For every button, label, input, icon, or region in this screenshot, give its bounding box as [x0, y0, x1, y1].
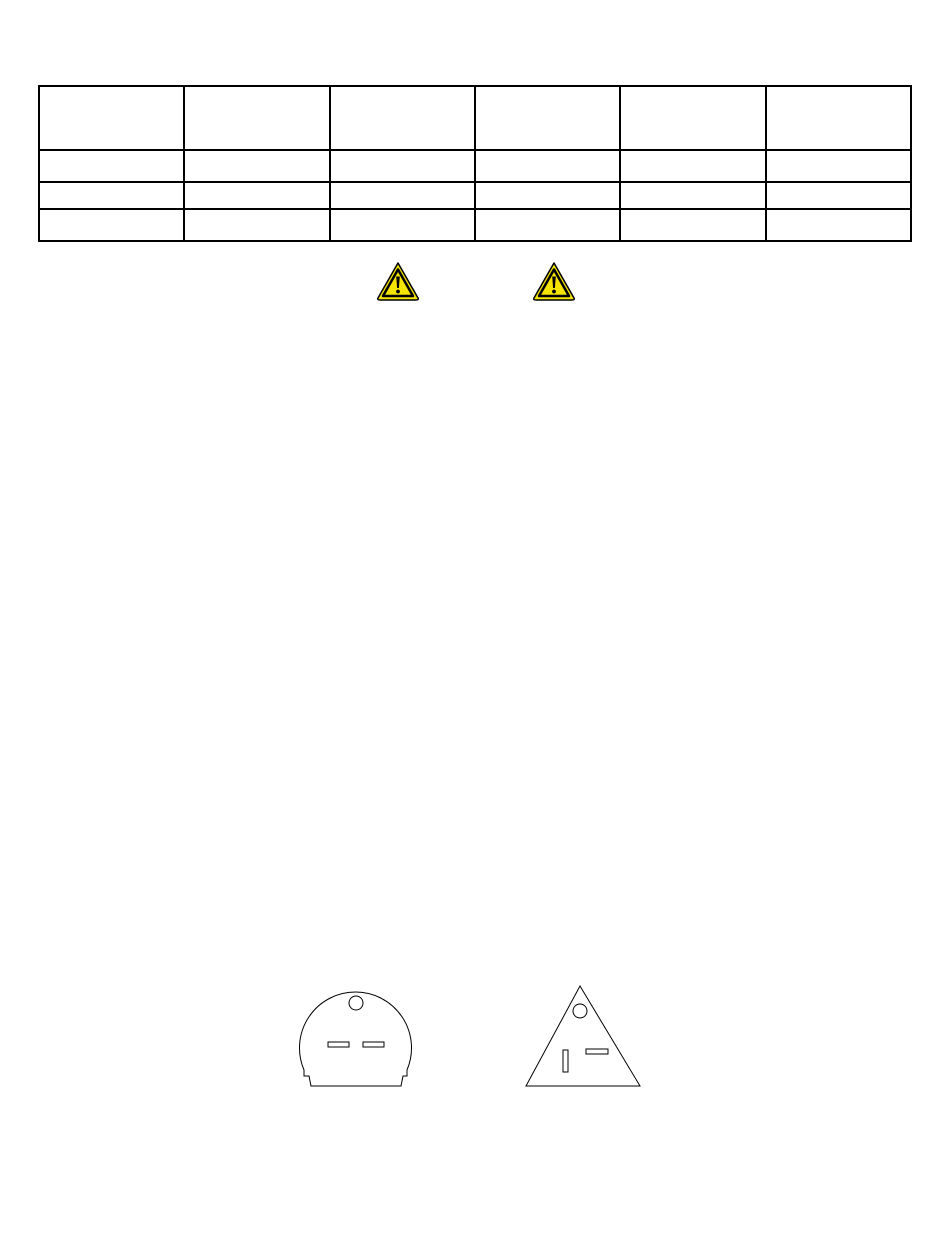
table-cell — [766, 150, 911, 182]
table-cell — [330, 150, 475, 182]
header-cell — [620, 86, 765, 150]
table-cell — [330, 209, 475, 241]
table-cell — [620, 150, 765, 182]
round-outlet-icon — [296, 983, 416, 1091]
header-cell — [330, 86, 475, 150]
table-row — [39, 209, 911, 241]
table-cell — [330, 182, 475, 209]
spec-table — [38, 85, 912, 242]
table-cell — [475, 182, 620, 209]
header-cell — [475, 86, 620, 150]
table-cell — [39, 150, 184, 182]
warning-triangle-icon — [376, 261, 420, 301]
header-cell — [184, 86, 329, 150]
table-cell — [620, 182, 765, 209]
table-cell — [184, 182, 329, 209]
table-header-row — [39, 86, 911, 150]
table-cell — [184, 209, 329, 241]
table-cell — [39, 182, 184, 209]
header-cell — [39, 86, 184, 150]
triangular-outlet-icon — [522, 982, 644, 1090]
table-row — [39, 182, 911, 209]
table-cell — [766, 209, 911, 241]
table-cell — [475, 150, 620, 182]
table-row — [39, 150, 911, 182]
table-cell — [620, 209, 765, 241]
table-cell — [766, 182, 911, 209]
table-cell — [475, 209, 620, 241]
warning-triangle-icon — [532, 261, 576, 301]
table-cell — [184, 150, 329, 182]
header-cell — [766, 86, 911, 150]
table-cell — [39, 209, 184, 241]
